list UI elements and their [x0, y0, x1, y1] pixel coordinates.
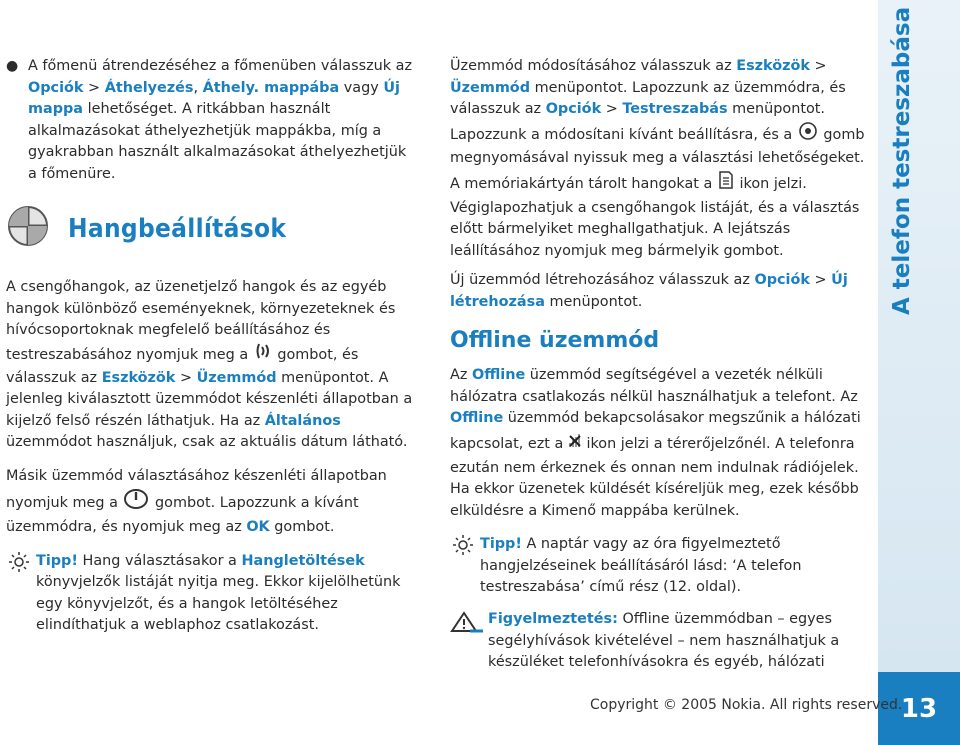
menu-ref: Üzemmód	[196, 369, 277, 386]
text-run: gombot, és válasszuk az	[6, 346, 359, 386]
tip-box	[6, 551, 416, 637]
warning-label: Figyelmeztetés:	[488, 611, 618, 628]
text-run: üzemmód bekapcsolásakor megszűnik a hálózati kapcsolat, ezt a	[450, 410, 861, 452]
lightbulb-icon	[450, 534, 480, 599]
tip-label: Tipp!	[480, 536, 522, 553]
text-run: >	[809, 272, 832, 289]
text-run: ikon jelzi a térerőjelzőnél. A telefonra ezután nem érkeznek és onnan nem indulnak rádiójelek. Ha ekkor üzenetek küldését kíséreljük meg, ezek később elküldésre a Kimenő mappába kerülnek.	[450, 435, 859, 519]
warning-icon	[450, 609, 488, 674]
text-run: menüpontot. Lapozzunk a módosítani kívánt beállításra, és a	[450, 101, 825, 143]
text-run: A főmenü átrendezéséhez a főmenüben válasszuk az	[28, 58, 413, 74]
menu-ref: Új létrehozása	[450, 272, 848, 310]
paragraph	[450, 270, 870, 313]
text-run: Új üzemmód létrehozásához válasszuk az	[450, 272, 755, 289]
menu-ref: Áthely. mappába	[202, 79, 340, 96]
select-key-icon	[797, 121, 819, 149]
text-run: ,	[193, 79, 203, 96]
menu-ref: Általános	[264, 412, 341, 429]
bullet-dot-icon: ●	[6, 58, 19, 74]
menu-ref: Offline	[471, 367, 526, 384]
text-run: gombot. Lapozzunk a kívánt üzemmódra, és nyomjuk meg az	[6, 494, 359, 536]
menu-key-icon	[253, 342, 273, 368]
text-run: Másik üzemmód választásához készenléti állapotban nyomjuk meg a	[6, 467, 387, 511]
text-run: ikon jelzi. Végiglapozhatjuk a csengőhangok listáját, és a választás előtt bármelyiket meghallgathatjuk. A lejátszás leállításához nyomjuk meg bármelyik gombot.	[450, 175, 860, 259]
settings-disc-icon	[6, 204, 50, 256]
paragraph	[450, 56, 870, 262]
paragraph	[450, 365, 870, 522]
text-run: >	[809, 58, 827, 74]
tip-text	[480, 534, 870, 599]
chapter-title: A telefon testreszabása	[889, 6, 915, 315]
text-run: >	[601, 101, 623, 118]
text-run: vagy	[339, 79, 384, 96]
menu-ref: Hangletöltések	[241, 552, 365, 569]
tip-box	[450, 534, 870, 599]
copyright-notice: Copyright © 2005 Nokia. All rights reserved.	[590, 697, 903, 713]
menu-ref: Opciók	[28, 79, 84, 96]
menu-ref: Opciók	[545, 101, 602, 118]
section-title: Hangbeállítások	[68, 213, 287, 244]
menu-ref: Opciók	[754, 272, 810, 289]
menu-ref: Eszközök	[101, 369, 176, 386]
paragraph	[6, 277, 416, 454]
text-run: >	[83, 79, 105, 96]
left-column	[6, 56, 416, 637]
menu-ref: Testreszabás	[622, 101, 728, 118]
page-number: 13	[878, 672, 960, 745]
text-run: könyvjelzők listáját nyitja meg. Ekkor kijelölhetünk egy könyvjelzőt, és a hangok letöltéséhez elindíthatjuk a weblaphoz csatlakozást.	[36, 574, 401, 634]
menu-ref: Offline	[450, 410, 504, 427]
text-run: menüpontot.	[544, 293, 643, 310]
text-run: menüpontot. A jelenleg kiválasztott üzemmódot készenléti állapotban a kijelző felső részén láthatjuk. Ha az	[6, 369, 413, 429]
text-run: >	[175, 369, 197, 386]
warning-text	[488, 609, 870, 674]
menu-ref: Új mappa	[28, 79, 400, 118]
tip-text	[36, 551, 416, 637]
text-run: üzemmódot használjuk, csak az aktuális dátum látható.	[6, 434, 408, 451]
lightbulb-icon	[6, 551, 36, 637]
text-run: üzemmód segítségével a vezeték nélküli hálózatra csatlakozás nélkül használhatjuk a telefont. Az	[450, 367, 858, 405]
right-column	[450, 56, 870, 674]
section-title: Offline üzemmód	[450, 327, 660, 353]
text-run: menüpontot. Lapozzunk az üzemmódra, és válasszuk az	[450, 79, 846, 118]
tip-label: Tipp!	[36, 552, 78, 569]
paragraph	[6, 466, 416, 539]
menu-ref: Eszközök	[736, 58, 810, 74]
text-run: lehetőséget. A ritkábban használt alkalmazásokat áthelyezhetjük mappákba, míg a gyakrabban használt alkalmazásokat áthelyezhetjük a főmenüre.	[28, 101, 407, 182]
text-run: gombot.	[269, 519, 335, 536]
menu-ref: OK	[246, 519, 270, 536]
text-run: Üzemmód módosításához válasszuk az	[450, 58, 737, 74]
text-run: Hang választásakor a	[77, 552, 242, 569]
text-run: gomb megnyomásával nyissuk meg a választási lehetőségeket. A memóriakártyán tárolt hangokat a	[450, 126, 865, 192]
text-run: Offline üzemmódban – egyes segélyhívások kivételével – nem használhatjuk a készüléket telefonhívásokra és egyéb, hálózati	[488, 611, 840, 671]
text-run: Az	[450, 367, 472, 384]
menu-ref: Üzemmód	[450, 79, 530, 96]
warning-box	[450, 609, 870, 674]
memory-card-icon	[717, 170, 735, 198]
power-key-icon	[122, 488, 150, 518]
bullet-item	[6, 56, 416, 186]
text-run: A naptár vagy az óra figyelmeztető hangjelzéseinek beállításáról lásd: ‘A telefon testreszabása’ című rész (12. oldal).	[480, 536, 802, 596]
section-heading	[6, 204, 416, 256]
bullet-text	[28, 56, 416, 186]
text-run: A csengőhangok, az üzenetjelző hangok és az egyéb hangok különböző eseményeknek, környezeteknek és hívócsoportoknak megfelelő beállításához és testreszabásához nyomjuk meg a	[6, 279, 396, 363]
offline-signal-icon	[568, 430, 582, 458]
menu-ref: Áthelyezés	[104, 79, 194, 96]
